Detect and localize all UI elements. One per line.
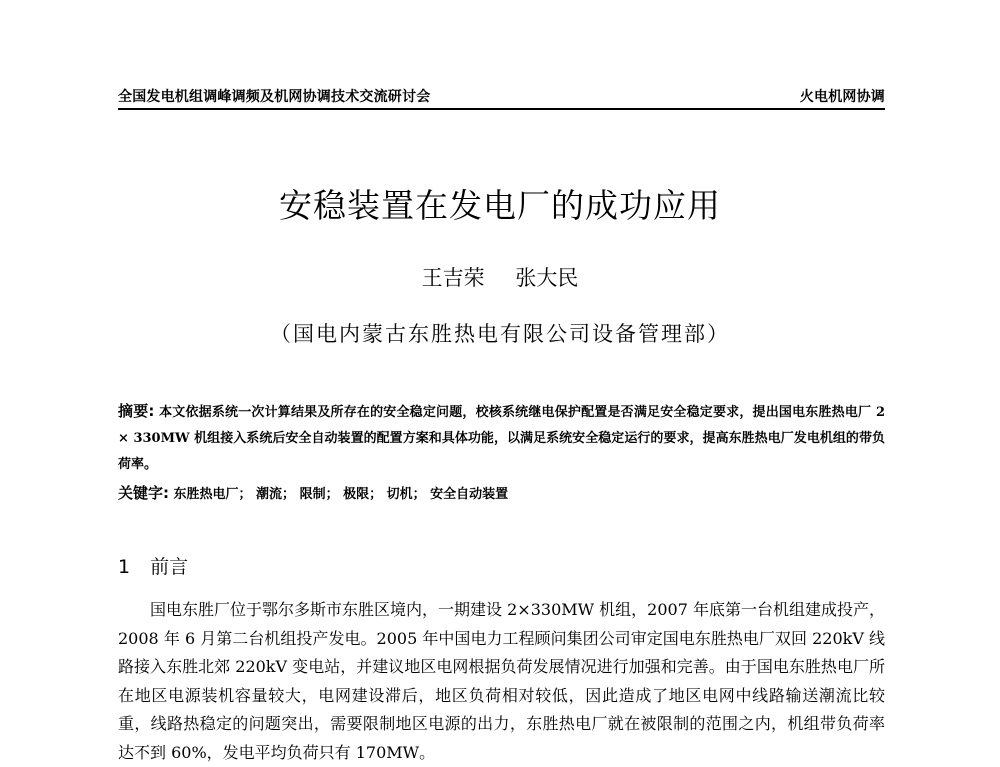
abstract — [118, 398, 885, 478]
author-list — [0, 262, 1000, 292]
abstract-label: 摘要: — [118, 402, 155, 420]
body-paragraph: 国电东胜厂位于鄂尔多斯市东胜区境内，一期建设 2×330MW 机组，2007 年底第一台机组建成投产，2008 年 6 月第二台机组投产发电。2005 年中国电力工程顾问集团公司审定国电东胜热电厂双回 220kV 线路接入东胜北郊 220kV 变电站，并建议地区电网根据负荷发展情况进行加强和完善。由于国电东胜热电厂所在地区电源装机容量较大，电网建设滞后，地区负荷相对较低，因此造成了地区电网中线路输送潮流比较重，线路热稳定的问题突出，需要限制地区电源的出力，东胜热电厂就在被限制的范围之内，机组带负荷率达不到 60%，发电平均负荷只有 170MW。 — [118, 600, 885, 762]
section-heading — [118, 552, 188, 579]
author-name: 张大民 — [515, 266, 579, 290]
author-name: 王吉荣 — [421, 266, 485, 290]
keywords-label: 关键字: — [118, 484, 169, 502]
running-header — [118, 86, 885, 108]
author-affiliation: （国电内蒙古东胜热电有限公司设备管理部） — [270, 322, 730, 346]
conference-name: 全国发电机组调峰调频及机网协调技术交流研讨会 — [118, 89, 431, 105]
keywords-text: 东胜热电厂； 潮流； 限制； 极限； 切机； 安全自动装置 — [173, 487, 509, 502]
abstract-text: 本文依据系统一次计算结果及所存在的安全稳定问题，校核系统继电保护配置是否满足安全稳定要求，提出国电东胜热电厂 2 × 330MW 机组接入系统后安全自动装置的配置方案和具体功能，以满足系统安全稳定运行的要求，提高东胜热电厂发电机组的带负荷率。 — [118, 405, 885, 472]
header-rule — [118, 108, 885, 110]
section-number: 1 — [118, 556, 131, 578]
section-category: 火电机网协调 — [799, 89, 885, 105]
paper-title: 安稳装置在发电厂的成功应用 — [279, 186, 721, 225]
keywords — [118, 481, 885, 507]
section-title: 前言 — [150, 556, 189, 578]
